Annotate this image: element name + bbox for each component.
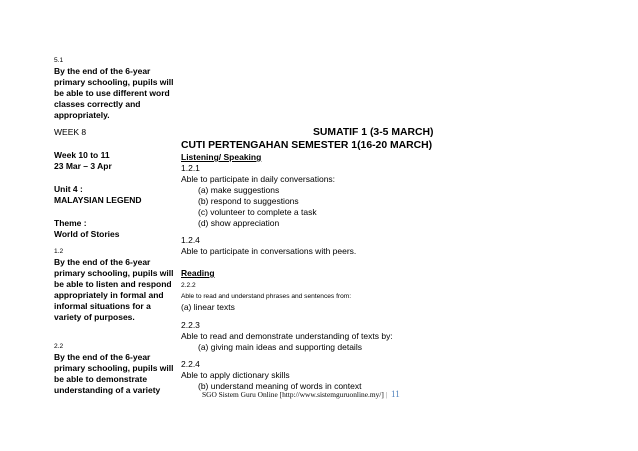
date-range-label: 23 Mar – 3 Apr (54, 161, 112, 171)
standard-5-1-text: By the end of the 6-year primary schooling, pupils will be able to use different word classes correctly and appropriately. (54, 66, 174, 120)
reading-heading: Reading (181, 268, 215, 278)
code-1-2-1-text: Able to participate in daily conversations: (181, 174, 336, 184)
theme-label: Theme : (54, 218, 87, 228)
code-2-2-4-item: (b) understand meaning of words in context (198, 381, 362, 391)
unit-label: Unit 4 : (54, 184, 83, 194)
list-item: (c) volunteer to complete a task (198, 207, 317, 217)
list-item: (a) make suggestions (198, 185, 280, 195)
footer-separator: | (385, 390, 388, 399)
code-1-2-1: 1.2.1 (181, 163, 200, 173)
code-1-2-4-text: Able to participate in conversations with peers. (181, 246, 357, 256)
standard-1-2-code: 1.2 (54, 248, 64, 255)
standard-2-2-code: 2.2 (54, 343, 64, 350)
standard-1-2-text: By the end of the 6-year primary schooling, pupils will be able to listen and respond appropriately in formal and informal situations for a variety of purposes. (54, 257, 174, 322)
code-2-2-2-item: (a) linear texts (181, 302, 235, 312)
sumatif-heading: SUMATIF 1 (3-5 MARCH) (313, 127, 434, 138)
code-2-2-4-text: Able to apply dictionary skills (181, 370, 290, 380)
page-footer (202, 389, 400, 399)
footer-text: SGO Sistem Guru Online [http://www.sistemguruonline.my/] (202, 390, 384, 399)
list-item: (d) show appreciation (198, 218, 280, 228)
code-2-2-2: 2.2.2 (181, 282, 196, 289)
standard-2-2-text: By the end of the 6-year primary schooling, pupils will be able to demonstrate understanding of a variety (54, 352, 174, 395)
theme-name: World of Stories (54, 229, 120, 239)
code-2-2-2-text: Able to read and understand phrases and sentences from: (181, 293, 352, 300)
code-2-2-3-item: (a) giving main ideas and supporting details (198, 342, 362, 352)
page-number: 11 (391, 389, 400, 399)
code-2-2-3: 2.2.3 (181, 320, 200, 330)
listening-speaking-heading: Listening/ Speaking (181, 152, 262, 162)
standard-5-1-code: 5.1 (54, 57, 64, 64)
cuti-heading: CUTI PERTENGAHAN SEMESTER 1(16-20 MARCH) (181, 140, 433, 151)
code-2-2-3-text: Able to read and demonstrate understanding of texts by: (181, 331, 393, 341)
week-range-label: Week 10 to 11 (54, 150, 110, 160)
code-1-2-4: 1.2.4 (181, 235, 200, 245)
code-2-2-4: 2.2.4 (181, 359, 200, 369)
unit-name: MALAYSIAN LEGEND (54, 195, 142, 205)
week-8-label: WEEK 8 (54, 127, 87, 137)
list-item: (b) respond to suggestions (198, 196, 299, 206)
